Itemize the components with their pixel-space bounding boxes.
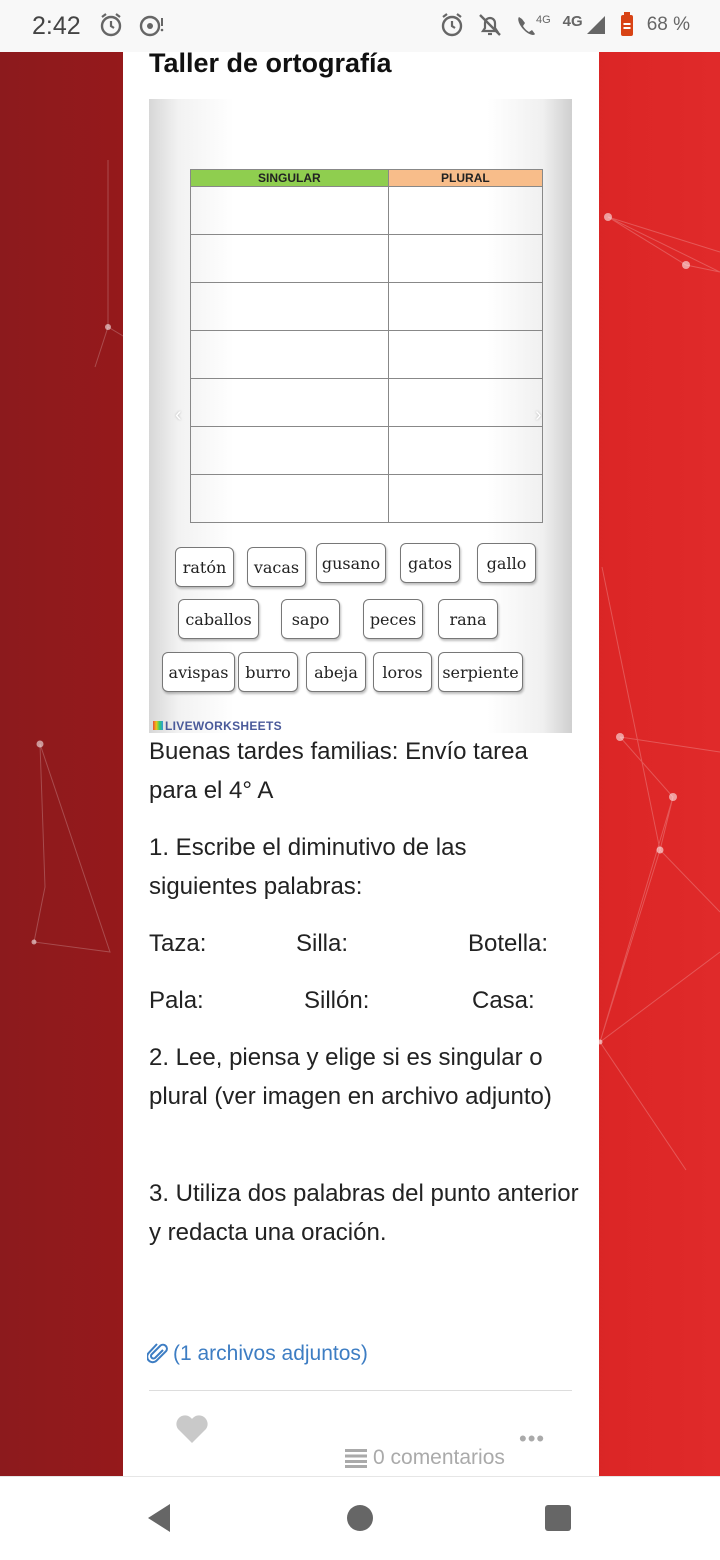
word-card: peces [363, 599, 423, 639]
plural-header: PLURAL [388, 170, 542, 187]
word-card: gallo [477, 543, 536, 583]
liveworksheets-logo: LIVEWORKSHEETS [153, 719, 282, 733]
heart-icon[interactable] [175, 1414, 209, 1444]
word-sillon: Sillón: [304, 987, 370, 1014]
divider [149, 1390, 572, 1391]
table-row [191, 331, 543, 379]
greeting-text: Buenas tardes familias: Envío tarea para el 4° A [149, 738, 528, 804]
word-card: vacas [247, 547, 306, 587]
comments-label: 0 comentarios [373, 1446, 505, 1469]
word-card: gusano [316, 543, 386, 583]
table-row [191, 427, 543, 475]
word-casa: Casa: [472, 987, 535, 1014]
prev-image-arrow[interactable]: ‹ [175, 404, 182, 426]
paperclip-icon [147, 1342, 169, 1366]
word-botella: Botella: [468, 930, 549, 957]
instruction-2: 2. Lee, piensa y elige si es singular o plural (ver imagen en archivo adjunto) [149, 1044, 552, 1110]
alarm-icon [98, 12, 124, 38]
status-time: 2:42 [32, 12, 81, 40]
word-card: abeja [306, 652, 366, 692]
word-card: serpiente [438, 652, 523, 692]
worksheet-table [190, 169, 543, 523]
network-small-label: 4G [535, 14, 551, 26]
word-pala: Pala: [149, 987, 204, 1014]
word-card: caballos [178, 599, 259, 639]
word-card: rana [438, 599, 498, 639]
signal-icon [585, 14, 607, 36]
media-icon [138, 12, 166, 38]
word-card: sapo [281, 599, 340, 639]
table-row [191, 283, 543, 331]
instruction-1: 1. Escribe el diminutivo de las siguientes palabras: [149, 834, 467, 900]
word-taza: Taza: [149, 930, 207, 957]
post-title: Taller de ortografía [149, 48, 392, 78]
word-silla: Silla: [296, 930, 349, 957]
instruction-3: 3. Utiliza dos palabras del punto anterior y redacta una oración. [149, 1180, 579, 1246]
table-row [191, 235, 543, 283]
post-card [123, 48, 599, 1476]
alarm-icon [439, 12, 465, 38]
table-row [191, 187, 543, 235]
attachments-label: (1 archivos adjuntos) [173, 1342, 368, 1365]
more-options-button[interactable]: ••• [519, 1426, 546, 1451]
word-card: ratón [175, 547, 234, 587]
next-image-arrow[interactable]: › [535, 404, 542, 426]
status-bar [0, 0, 720, 52]
back-icon[interactable] [144, 1501, 174, 1535]
word-card: loros [373, 652, 432, 692]
home-icon[interactable] [345, 1501, 375, 1535]
battery-percent: 68 % [646, 14, 690, 35]
battery-icon [619, 12, 635, 38]
word-card: avispas [162, 652, 235, 692]
table-row [191, 475, 543, 523]
word-card: gatos [400, 543, 460, 583]
call-icon [515, 14, 535, 36]
comments-link[interactable] [345, 1446, 505, 1470]
attachments-link[interactable] [147, 1342, 368, 1366]
worksheet-image[interactable] [149, 99, 572, 733]
network-label: 4G [562, 12, 583, 30]
word-card: burro [238, 652, 298, 692]
mute-icon [477, 12, 503, 38]
navigation-bar [0, 1476, 720, 1560]
table-row [191, 379, 543, 427]
singular-header: SINGULAR [191, 170, 389, 187]
list-icon [345, 1448, 367, 1468]
recents-icon[interactable] [543, 1501, 573, 1535]
